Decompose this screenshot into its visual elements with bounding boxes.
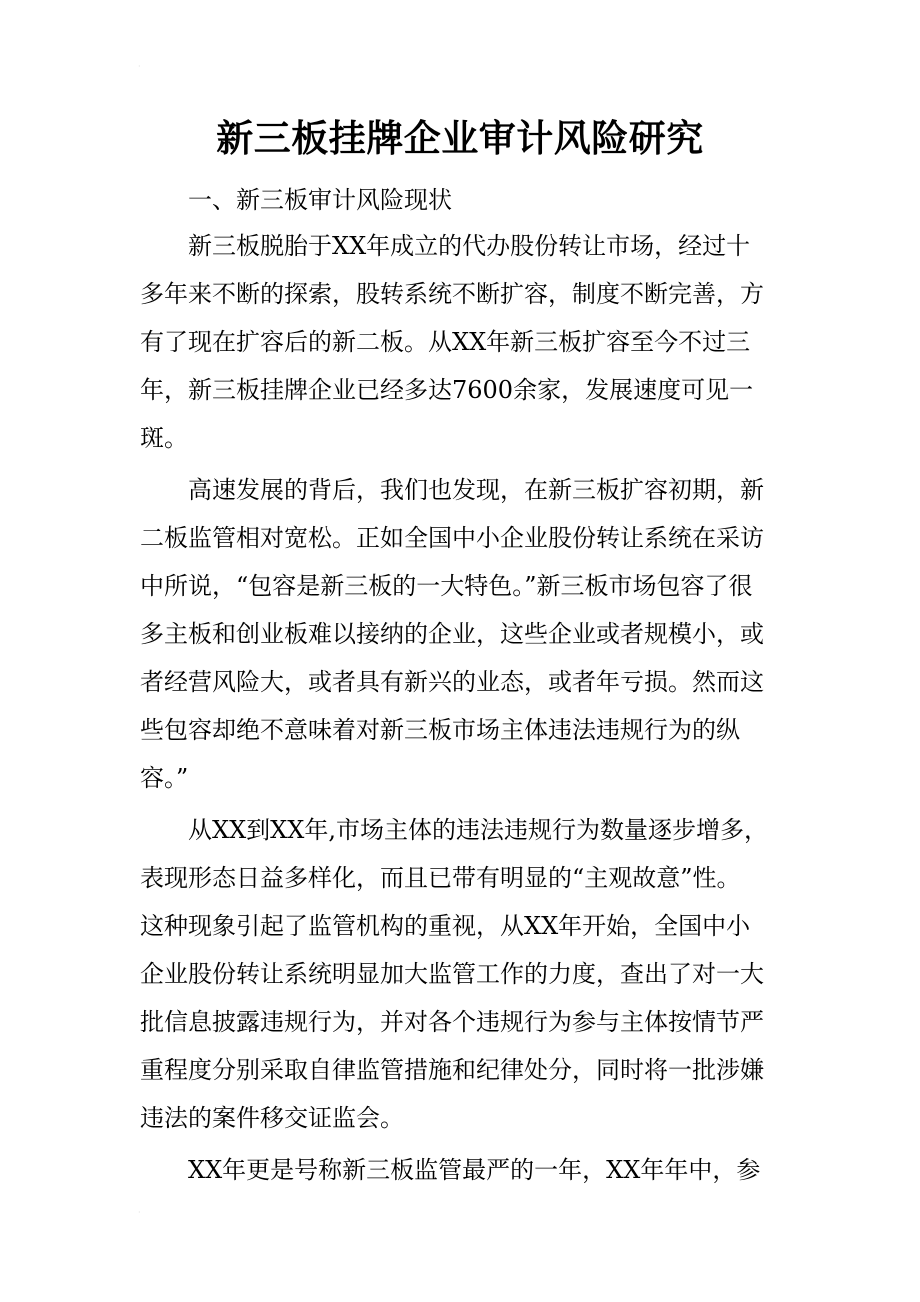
paragraph-line: 表现形态日益多样化，而且已带有明显的“主观故意”性。: [140, 864, 741, 892]
document-title: 新三板挂牌企业审计风险研究: [216, 116, 704, 160]
paragraph-line: 二板监管相对宽松。正如全国中小企业股份转让系统在采访: [140, 524, 764, 552]
paragraph-line: 重程度分别采取自律监管措施和纪律处分，同时将一批涉嫌: [140, 1056, 764, 1084]
paragraph-3: [140, 806, 785, 1142]
paragraph-line: 者经营风险大，或者具有新兴的业态，或者年亏损。然而这: [140, 668, 764, 696]
paragraph-line: 高速发展的背后，我们也发现，在新三板扩容初期，新: [188, 476, 764, 504]
paragraph-1: [140, 222, 785, 462]
paragraph-line: XX年更是号称新三板监管最严的一年，XX年年中，参: [188, 1156, 761, 1184]
paragraph-line: 从XX到XX年,市场主体的违法违规行为数量逐步增多，: [188, 816, 768, 844]
paragraph-line: 中所说，“包容是新三板的一大特色。”新三板市场包容了很: [140, 572, 753, 600]
paragraph-line: 多主板和创业板难以接纳的企业，这些企业或者规模小，或: [140, 620, 764, 648]
corner-mark-top-left: ·: [138, 62, 141, 71]
section-heading: 一、新三板审计风险现状: [188, 186, 452, 214]
paragraph-line: 批信息披露违规行为，并对各个违规行为参与主体按情节严: [140, 1008, 764, 1036]
corner-mark-bottom-left: ·: [138, 1208, 141, 1217]
paragraph-line: 容。”: [140, 764, 189, 792]
paragraph-line: 有了现在扩容后的新二板。从XX年新三板扩容至今不过三: [140, 328, 751, 356]
paragraph-line: 企业股份转让系统明显加大监管工作的力度，查出了对一大: [140, 960, 764, 988]
paragraph-line: 这种现象引起了监管机构的重视，从XX年开始，全国中小: [140, 912, 751, 940]
paragraph-4: [140, 1146, 785, 1194]
paragraph-line: 新三板脱胎于XX年成立的代办股份转让市场，经过十: [188, 232, 751, 260]
paragraph-line: 斑。: [140, 424, 188, 452]
paragraph-line: 年，新三板挂牌企业已经多达7600余家，发展速度可见一: [140, 376, 754, 404]
paragraph-line: 多年来不断的探索，股转系统不断扩容，制度不断完善，方: [140, 280, 764, 308]
paragraph-2: [140, 466, 785, 802]
paragraph-line: 违法的案件移交证监会。: [140, 1104, 404, 1132]
paragraph-line: 些包容却绝不意味着对新三板市场主体违法违规行为的纵: [140, 716, 740, 744]
